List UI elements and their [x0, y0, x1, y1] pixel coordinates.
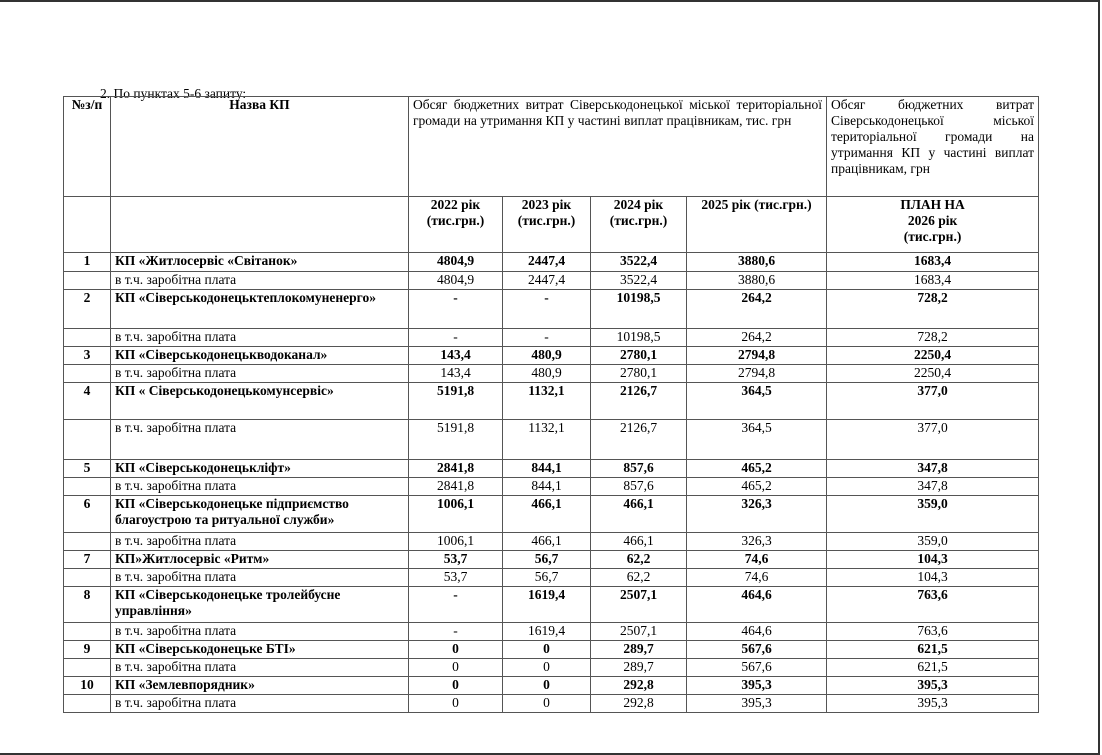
company-name: КП «Сіверськодонецькводоканал» — [111, 347, 409, 365]
table-row — [64, 551, 1039, 569]
row-number-empty — [64, 272, 111, 290]
header-group-plan: Обсяг бюджетних витрат Сіверськодонецької міської територіальної громади на утримання КП у частині виплат працівникам, грн — [827, 97, 1039, 197]
table-subrow-salary — [64, 478, 1039, 496]
salary-value-cell: 2841,8 — [409, 478, 503, 496]
salary-value-cell: 0 — [503, 695, 591, 713]
salary-value-cell: 10198,5 — [591, 329, 687, 347]
salary-value-cell: 5191,8 — [409, 420, 503, 460]
row-number-empty — [64, 478, 111, 496]
table-subrow-salary — [64, 420, 1039, 460]
value-cell: 395,3 — [827, 677, 1039, 695]
table-subrow-salary — [64, 659, 1039, 677]
salary-label: в т.ч. заробітна плата — [111, 533, 409, 551]
row-number-empty — [64, 365, 111, 383]
salary-label: в т.ч. заробітна плата — [111, 695, 409, 713]
value-cell: 364,5 — [687, 383, 827, 420]
salary-value-cell: 395,3 — [827, 695, 1039, 713]
salary-value-cell: 1683,4 — [827, 272, 1039, 290]
header-year-2025: 2025 рік (тис.грн.) — [687, 197, 827, 253]
value-cell: 5191,8 — [409, 383, 503, 420]
row-number: 2 — [64, 290, 111, 329]
table-subrow-salary — [64, 329, 1039, 347]
salary-value-cell: 264,2 — [687, 329, 827, 347]
salary-value-cell: 1132,1 — [503, 420, 591, 460]
salary-value-cell: 56,7 — [503, 569, 591, 587]
salary-value-cell: 347,8 — [827, 478, 1039, 496]
row-number: 9 — [64, 641, 111, 659]
value-cell: 621,5 — [827, 641, 1039, 659]
salary-value-cell: 74,6 — [687, 569, 827, 587]
value-cell: 763,6 — [827, 587, 1039, 623]
value-cell: 0 — [503, 641, 591, 659]
value-cell: 1683,4 — [827, 253, 1039, 272]
table-row — [64, 677, 1039, 695]
salary-value-cell: 4804,9 — [409, 272, 503, 290]
salary-value-cell: 844,1 — [503, 478, 591, 496]
table-subrow-salary — [64, 272, 1039, 290]
header-row-1 — [64, 97, 1039, 197]
row-number-empty — [64, 695, 111, 713]
table-subrow-salary — [64, 695, 1039, 713]
salary-label: в т.ч. заробітна плата — [111, 420, 409, 460]
salary-value-cell: 3522,4 — [591, 272, 687, 290]
salary-label: в т.ч. заробітна плата — [111, 623, 409, 641]
table-row — [64, 347, 1039, 365]
value-cell: 2780,1 — [591, 347, 687, 365]
value-cell: 2794,8 — [687, 347, 827, 365]
value-cell: 395,3 — [687, 677, 827, 695]
value-cell: 289,7 — [591, 641, 687, 659]
value-cell: 264,2 — [687, 290, 827, 329]
value-cell: 62,2 — [591, 551, 687, 569]
value-cell: 359,0 — [827, 496, 1039, 533]
row-number: 6 — [64, 496, 111, 533]
row-number: 1 — [64, 253, 111, 272]
salary-value-cell: 2447,4 — [503, 272, 591, 290]
table-row — [64, 383, 1039, 420]
row-number: 7 — [64, 551, 111, 569]
table-subrow-salary — [64, 623, 1039, 641]
salary-value-cell: 857,6 — [591, 478, 687, 496]
table-subrow-salary — [64, 569, 1039, 587]
header-year-2024: 2024 рік (тис.грн.) — [591, 197, 687, 253]
salary-value-cell: 359,0 — [827, 533, 1039, 551]
value-cell: 0 — [409, 641, 503, 659]
salary-value-cell: 292,8 — [591, 695, 687, 713]
value-cell: 2447,4 — [503, 253, 591, 272]
salary-value-cell: - — [409, 329, 503, 347]
salary-value-cell: 1006,1 — [409, 533, 503, 551]
value-cell: 2250,4 — [827, 347, 1039, 365]
value-cell: 464,6 — [687, 587, 827, 623]
table-row — [64, 290, 1039, 329]
salary-value-cell: 728,2 — [827, 329, 1039, 347]
company-name: КП «Сіверськодонецьке підприємство благоустрою та ритуальної служби» — [111, 496, 409, 533]
salary-value-cell: 289,7 — [591, 659, 687, 677]
value-cell: 3880,6 — [687, 253, 827, 272]
salary-value-cell: 465,2 — [687, 478, 827, 496]
salary-value-cell: 364,5 — [687, 420, 827, 460]
value-cell: 857,6 — [591, 460, 687, 478]
salary-value-cell: 326,3 — [687, 533, 827, 551]
table-row — [64, 641, 1039, 659]
header-empty — [64, 197, 111, 253]
salary-value-cell: 621,5 — [827, 659, 1039, 677]
value-cell: 466,1 — [591, 496, 687, 533]
value-cell: 143,4 — [409, 347, 503, 365]
value-cell: - — [409, 290, 503, 329]
company-name: КП «Житлосервіс «Світанок» — [111, 253, 409, 272]
value-cell: 56,7 — [503, 551, 591, 569]
company-name: КП «Сіверськодонецьке БТІ» — [111, 641, 409, 659]
value-cell: 2126,7 — [591, 383, 687, 420]
table-row — [64, 496, 1039, 533]
salary-value-cell: 0 — [409, 659, 503, 677]
header-num: №з/п — [64, 97, 111, 197]
salary-value-cell: 2507,1 — [591, 623, 687, 641]
salary-value-cell: 53,7 — [409, 569, 503, 587]
value-cell: 292,8 — [591, 677, 687, 695]
value-cell: 104,3 — [827, 551, 1039, 569]
value-cell: 0 — [503, 677, 591, 695]
row-number-empty — [64, 623, 111, 641]
row-number: 4 — [64, 383, 111, 420]
value-cell: 1619,4 — [503, 587, 591, 623]
header-group-thousands: Обсяг бюджетних витрат Сіверськодонецької міської територіальної громади на утримання КП у частині виплат працівникам, тис. грн — [409, 97, 827, 197]
company-name: КП»Житлосервіс «Ритм» — [111, 551, 409, 569]
salary-value-cell: 466,1 — [503, 533, 591, 551]
salary-value-cell: 0 — [409, 695, 503, 713]
value-cell: - — [409, 587, 503, 623]
value-cell: 2841,8 — [409, 460, 503, 478]
header-plan-2026: ПЛАН НА 2026 рік (тис.грн.) — [827, 197, 1039, 253]
value-cell: 347,8 — [827, 460, 1039, 478]
value-cell: 1006,1 — [409, 496, 503, 533]
value-cell: 3522,4 — [591, 253, 687, 272]
value-cell: 0 — [409, 677, 503, 695]
value-cell: 4804,9 — [409, 253, 503, 272]
salary-value-cell: 143,4 — [409, 365, 503, 383]
salary-value-cell: 3880,6 — [687, 272, 827, 290]
salary-value-cell: 2250,4 — [827, 365, 1039, 383]
row-number-empty — [64, 569, 111, 587]
value-cell: 728,2 — [827, 290, 1039, 329]
salary-value-cell: - — [409, 623, 503, 641]
header-row-2 — [64, 197, 1039, 253]
header-year-2022: 2022 рік (тис.грн.) — [409, 197, 503, 253]
value-cell: 465,2 — [687, 460, 827, 478]
salary-label: в т.ч. заробітна плата — [111, 329, 409, 347]
salary-label: в т.ч. заробітна плата — [111, 272, 409, 290]
row-number-empty — [64, 420, 111, 460]
salary-value-cell: 395,3 — [687, 695, 827, 713]
value-cell: 326,3 — [687, 496, 827, 533]
salary-value-cell: 466,1 — [591, 533, 687, 551]
company-name: КП «Сіверськодонецьктеплокомуненерго» — [111, 290, 409, 329]
salary-value-cell: - — [503, 329, 591, 347]
table-row — [64, 587, 1039, 623]
salary-value-cell: 464,6 — [687, 623, 827, 641]
header-year-2023: 2023 рік (тис.грн.) — [503, 197, 591, 253]
value-cell: 567,6 — [687, 641, 827, 659]
salary-value-cell: 377,0 — [827, 420, 1039, 460]
salary-value-cell: 0 — [503, 659, 591, 677]
company-name: КП «Сіверськодонецькліфт» — [111, 460, 409, 478]
value-cell: - — [503, 290, 591, 329]
row-number: 10 — [64, 677, 111, 695]
value-cell: 480,9 — [503, 347, 591, 365]
header-name: Назва КП — [111, 97, 409, 197]
company-name: КП «Сіверськодонецьке тролейбусне управління» — [111, 587, 409, 623]
section-intro: 2. По пунктах 5-6 запиту: — [100, 86, 247, 101]
salary-value-cell: 763,6 — [827, 623, 1039, 641]
salary-value-cell: 2794,8 — [687, 365, 827, 383]
table-row — [64, 460, 1039, 478]
table-row — [64, 253, 1039, 272]
row-number-empty — [64, 533, 111, 551]
salary-label: в т.ч. заробітна плата — [111, 365, 409, 383]
value-cell: 2507,1 — [591, 587, 687, 623]
salary-value-cell: 567,6 — [687, 659, 827, 677]
value-cell: 844,1 — [503, 460, 591, 478]
company-name: КП «Землевпорядник» — [111, 677, 409, 695]
salary-label: в т.ч. заробітна плата — [111, 659, 409, 677]
row-number: 5 — [64, 460, 111, 478]
value-cell: 10198,5 — [591, 290, 687, 329]
budget-table — [63, 96, 1039, 713]
value-cell: 1132,1 — [503, 383, 591, 420]
row-number-empty — [64, 329, 111, 347]
row-number-empty — [64, 659, 111, 677]
salary-value-cell: 1619,4 — [503, 623, 591, 641]
salary-value-cell: 104,3 — [827, 569, 1039, 587]
table-subrow-salary — [64, 365, 1039, 383]
table-subrow-salary — [64, 533, 1039, 551]
value-cell: 377,0 — [827, 383, 1039, 420]
salary-value-cell: 2780,1 — [591, 365, 687, 383]
company-name: КП « Сіверськодонецькомунсервіс» — [111, 383, 409, 420]
value-cell: 466,1 — [503, 496, 591, 533]
salary-label: в т.ч. заробітна плата — [111, 569, 409, 587]
salary-value-cell: 62,2 — [591, 569, 687, 587]
salary-value-cell: 480,9 — [503, 365, 591, 383]
row-number: 8 — [64, 587, 111, 623]
row-number: 3 — [64, 347, 111, 365]
value-cell: 74,6 — [687, 551, 827, 569]
salary-label: в т.ч. заробітна плата — [111, 478, 409, 496]
salary-value-cell: 2126,7 — [591, 420, 687, 460]
value-cell: 53,7 — [409, 551, 503, 569]
header-empty — [111, 197, 409, 253]
